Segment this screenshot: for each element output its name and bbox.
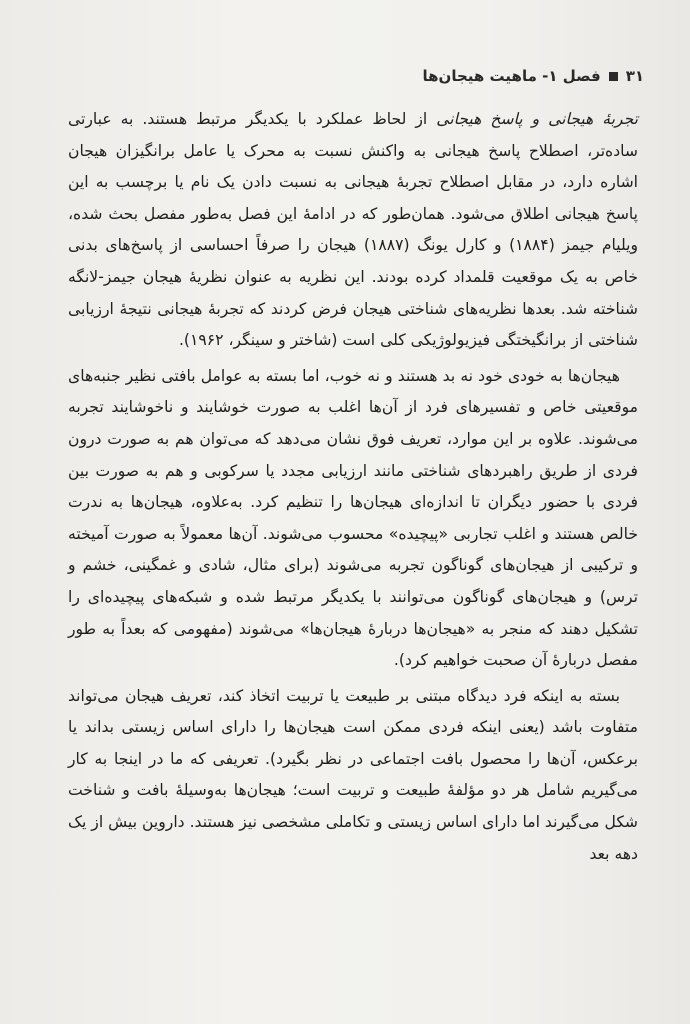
paragraph-text: از لحاظ عملکرد با یکدیگر مرتبط هستند. به عبارتی ساده‌تر، اصطلاح پاسخ هیجانی به واکنش نسبت به محرک یا عامل برانگیزان هیجان اشاره دارد، در مقابل اصطلاح تجربهٔ هیجانی به نسبت دادن یک نام یا برچسب به این پاسخ هیجانی اطلاق می‌شود. همان‌طور که در ادامهٔ این فصل به‌طور مفصل بحث شده، ویلیام جیمز (۱۸۸۴) و کارل یونگ (۱۸۸۷) هیجان را صرفاً احساسی از پاسخ‌های بدنی خاص به یک موقعیت قلمداد کرده بودند. این نظریه به عنوان نظریهٔ هیجان جیمز-لانگه شناخته شد. بعدها نظریه‌های شناختی هیجان فرض کردند که تجربهٔ هیجانی نتیجهٔ ارزیابی شناختی از برانگیختگی فیزیولوژیکی کلی است (شاختر و سینگر، ۱۹۶۲). [68, 110, 639, 350]
body-text [68, 104, 638, 874]
paragraph-text: بسته به اینکه فرد دیدگاه مبتنی بر طبیعت یا تربیت اتخاذ کند، تعریف هیجان می‌تواند متفاوت باشد (یعنی اینکه فردی ممکن است هیجان‌ها را دارای اساس زیستی بداند یا برعکس، آن‌ها را محصول بافت اجتماعی در نظر بگیرد). تعریفی که ما در اینجا به کار می‌گیریم شامل هر دو مؤلفهٔ طبیعت و تربیت است؛ هیجان‌ها به‌وسیلهٔ بافت و شناخت شکل می‌گیرند اما دارای اساس زیستی و تکاملی مشخصی نیز هستند. داروین بیش از یک دهه بعد [68, 686, 638, 863]
paragraph-text: هیجان‌ها به خودی خود نه بد هستند و نه خوب، اما بسته به عوامل بافتی نظیر جنبه‌های موقعیتی خاص و تفسیرهای فرد از آن‌ها اغلب به صورت خوشایند و ناخوشایند تجربه می‌شوند. علاوه بر این موارد، تعریف فوق نشان می‌دهد که می‌توان هم به صورت درون فردی از طریق راهبردهای شناختی مانند ارزیابی مجدد یا سرکوبی و هم به صورت بین فردی با حضور دیگران تا اندازه‌ای هیجان‌ها را تنظیم کرد. به‌علاوه، هیجان‌ها به ندرت خالص هستند و اغلب تجاربی «پیچیده» محسوب می‌شوند. آن‌ها معمولاً به صورت آمیخته و ترکیبی از هیجان‌های گوناگون تجربه می‌شوند (برای مثال، شادی و غمگینی، خشم و ترس) و هیجان‌های گوناگون می‌توانند با یکدیگر مرتبط شده و شبکه‌های پیچیده‌ای را تشکیل دهند که منجر به «هیجان‌ها دربارهٔ هیجان‌ها» می‌شوند (مفهومی که بعداً به طور مفصل دربارهٔ آن صحبت خواهیم کرد). [68, 366, 638, 670]
running-header [54, 64, 644, 88]
page-number: ۳۱ [625, 67, 644, 85]
header-square-icon [609, 72, 618, 81]
paragraph-1 [68, 104, 638, 357]
paragraph-3 [68, 681, 638, 871]
chapter-title: فصل ۱- ماهیت هیجان‌ها [422, 67, 601, 85]
paragraph-2 [68, 361, 638, 677]
italic-term: تجربهٔ هیجانی و پاسخ هیجانی [436, 110, 638, 128]
